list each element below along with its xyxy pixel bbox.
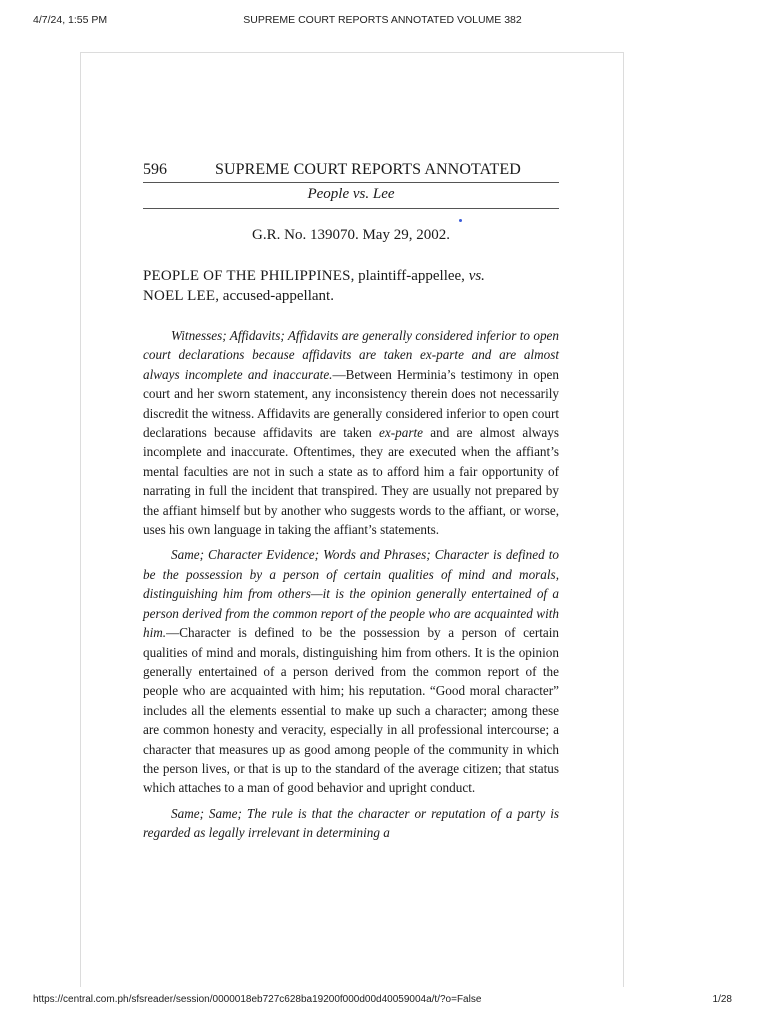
headnote: Witnesses; Affidavits; Affidavits are generally considered inferior to open court declarations because affidavits are taken ex-parte and are almost always incomplete and inaccurate. — [143, 328, 559, 382]
syllabus-paragraph — [143, 326, 559, 539]
syllabus-paragraph — [143, 804, 559, 843]
syllabus-body-italic: ex-parte — [379, 425, 423, 441]
print-page-count: 1/28 — [712, 994, 732, 1005]
document-content — [143, 160, 559, 849]
defendant-name: NOEL LEE — [143, 288, 216, 304]
headnote: Same; Same; The rule is that the character or reputation of a party is regarded as legally irrelevant in determining a — [143, 805, 559, 841]
plaintiff-name: PEOPLE OF THE PHILIPPINES — [143, 268, 351, 284]
print-header — [33, 14, 732, 30]
syllabus — [143, 326, 559, 843]
annotation-dot — [459, 219, 462, 222]
plaintiff-role: , plaintiff-appellee, — [350, 268, 469, 284]
bottom-rule — [143, 208, 559, 209]
defendant-role: , accused-appellant. — [215, 288, 334, 304]
syllabus-paragraph — [143, 545, 559, 797]
syllabus-body: —Character is defined to be the possession by a person of certain qualities of mind and morals, distinguishing him from others. It is the opinion generally entertained of a person derived from the common report of the people who are acquainted with him; his reputation. “Good moral character” includes all the elements essential to make up such a character; among these are common honesty and veracity, especially in all professional intercourse; a character that measures up as good among people of the community in which the person lives, or that is up to the standard of the average citizen; that status which attaches to a man of good behavior and upright conduct. — [143, 625, 559, 796]
headnote: Same; Character Evidence; Words and Phrases; Character is defined to be the possession by a person of certain qualities of mind and morals, distinguishing him from others—it is the opinion generally entertained of a person derived from the common report of the people who are acquainted with him. — [143, 547, 559, 641]
running-head — [143, 160, 559, 182]
reporter-name: SUPREME COURT REPORTS ANNOTATED — [215, 161, 521, 178]
versus-label: vs. — [468, 268, 485, 284]
gr-number: G.R. No. 139070. May 29, 2002. — [252, 227, 450, 243]
syllabus-body: and are almost always incomplete and inaccurate. Oftentimes, they are executed when the affiant’s mental faculties are not in such a state as to afford him a fair opportunity of narrating in full the incident that transpired. They are usually not prepared by the affiant himself but by another who suggests words to the affiant, or worse, uses his own language in taking the affiant’s statements. — [143, 425, 559, 538]
print-url: https://central.com.ph/sfsreader/session/0000018eb727c628ba19200f000d00d40059004a/t/?o=False — [33, 994, 482, 1005]
print-document-title: SUPREME COURT REPORTS ANNOTATED VOLUME 382 — [243, 14, 522, 26]
case-parties — [143, 266, 559, 306]
syllabus-body: —Between Herminia’s testimony in open court and her sworn statement, any inconsistency therein does not necessarily discredit the witness. Affidavits are generally considered inferior to open court declarations because affidavits are taken — [143, 366, 559, 441]
print-datetime: 4/7/24, 1:55 PM — [33, 14, 108, 26]
case-short-title: People vs. Lee — [307, 186, 395, 202]
page-number: 596 — [143, 161, 167, 178]
print-footer — [33, 994, 732, 1010]
